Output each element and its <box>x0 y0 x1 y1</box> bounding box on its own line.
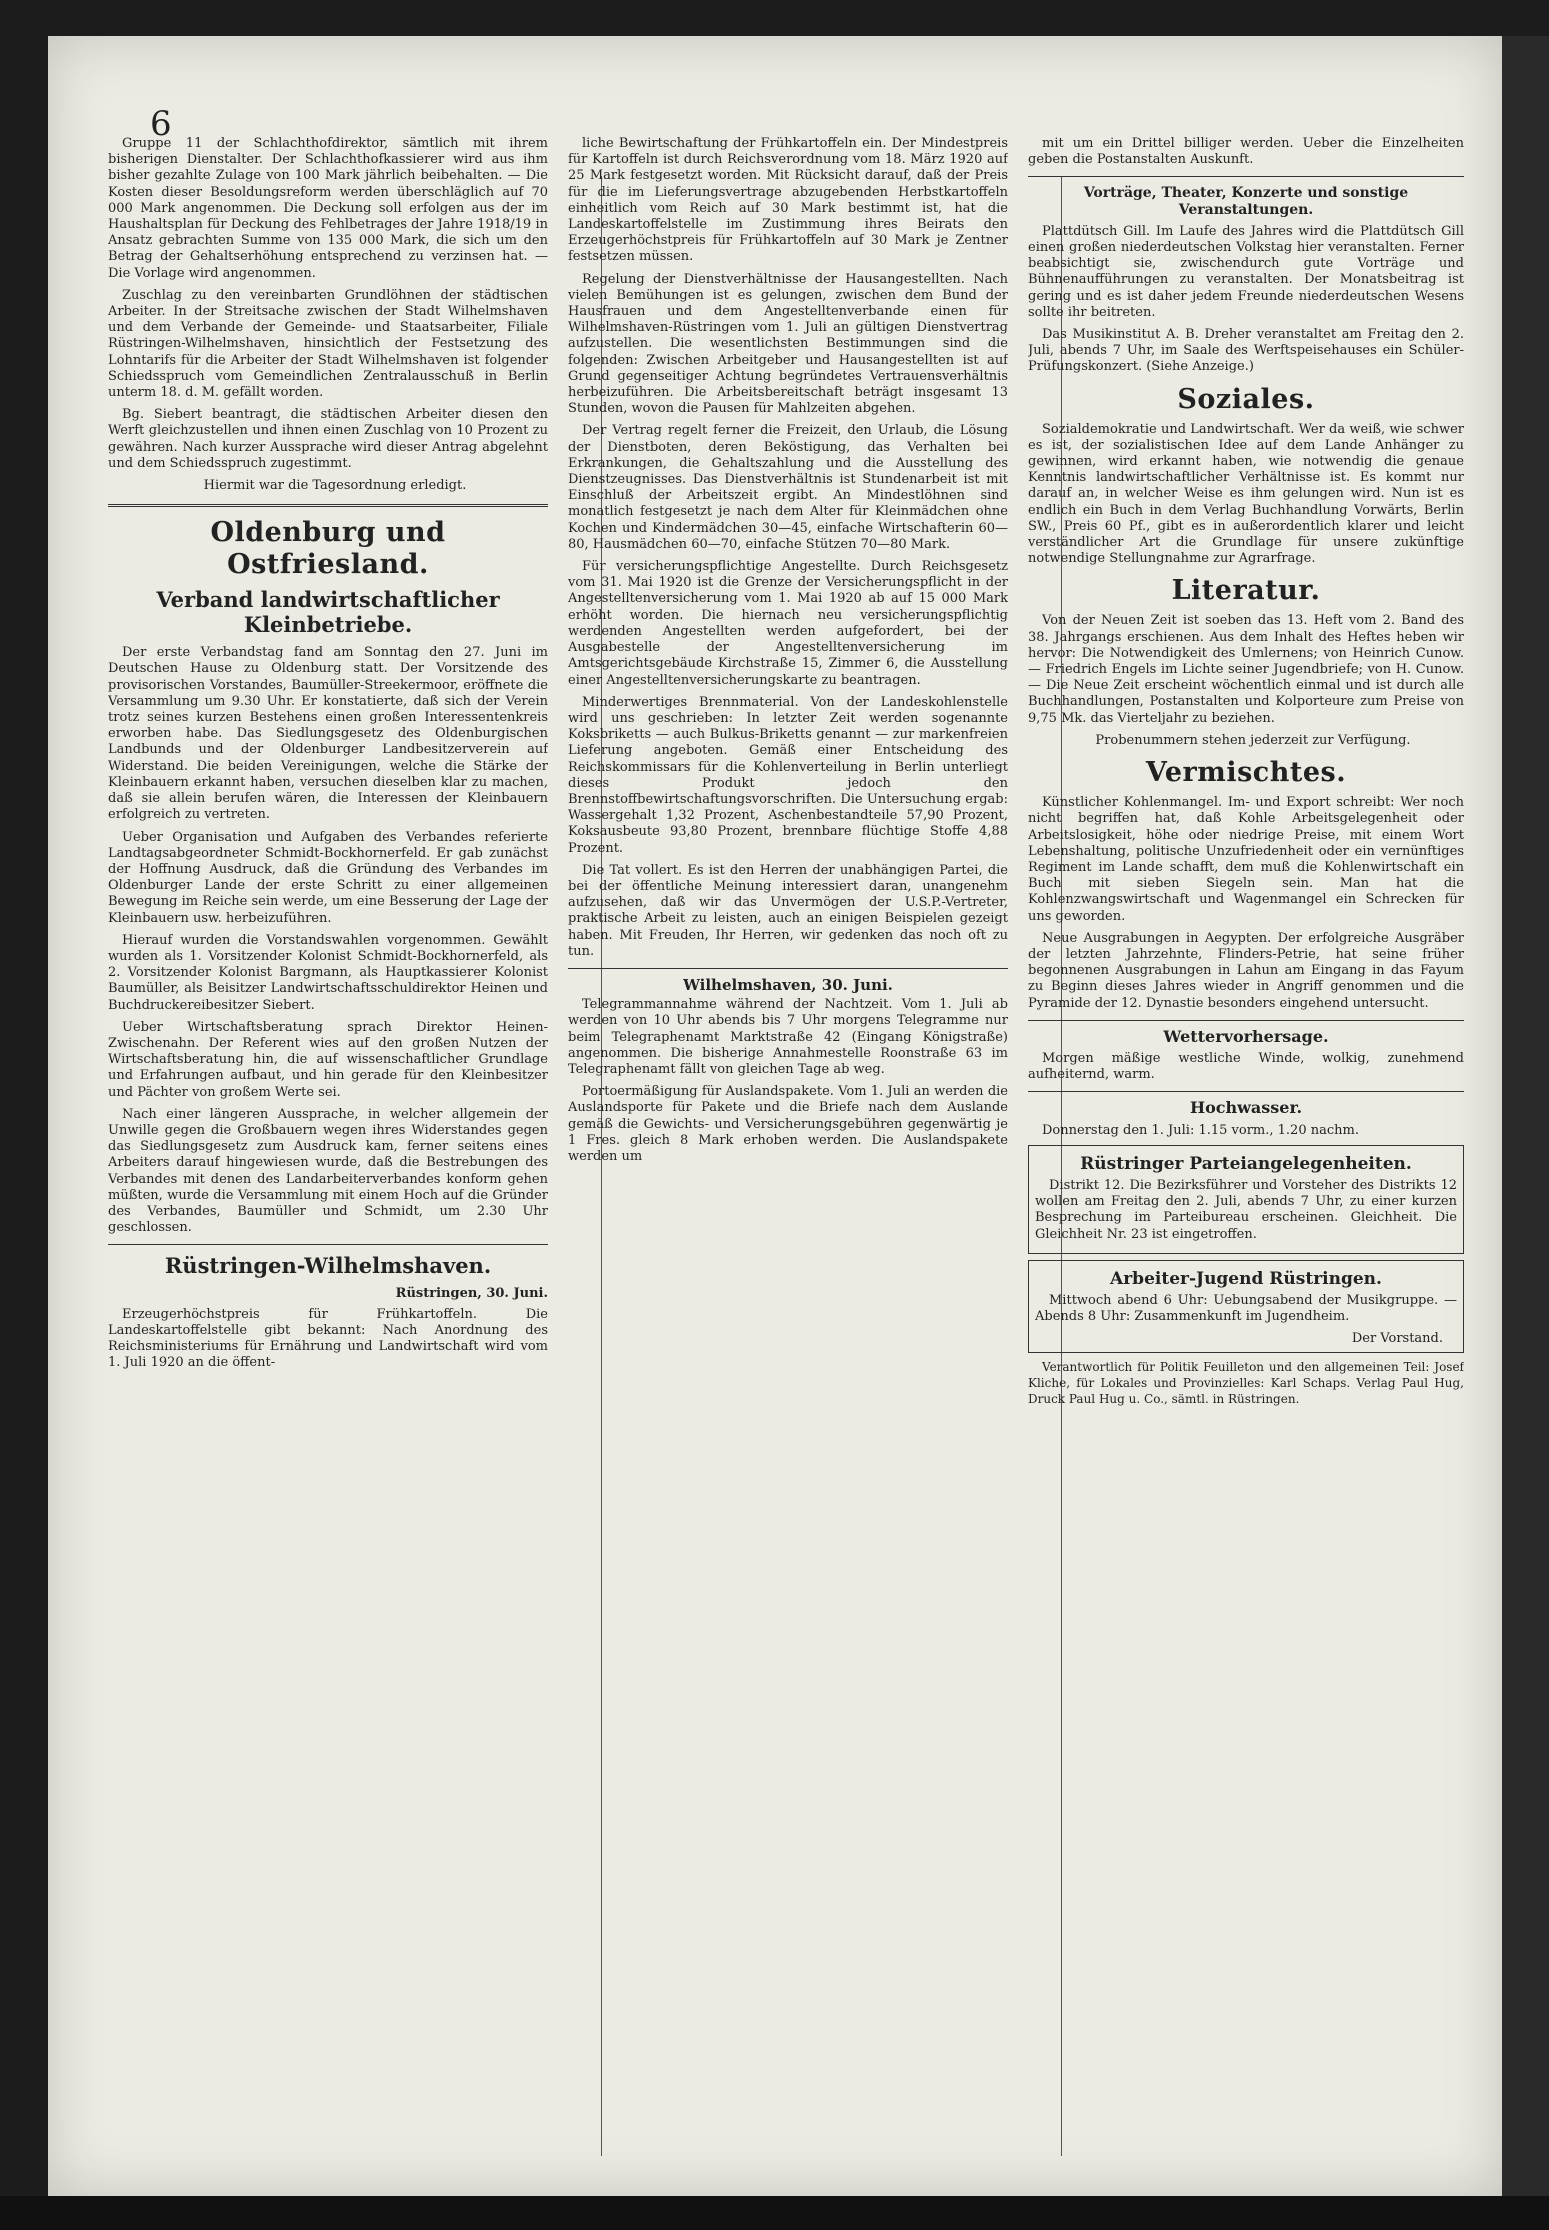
article-text: Donnerstag den 1. Juli: 1.15 vorm., 1.20 nachm. <box>1042 1122 1359 1138</box>
scan-border-right <box>1502 36 1549 2230</box>
article-text: Neue Ausgrabungen in Aegypten. Der erfolgreiche Ausgräber der letzten Jahrzehnte, Flinders-Petrie, hat seine früher begonnenen Ausgrabungen in Lahun am Eingang in das Fayum zu Beginn dieses Jahres wieder in Angriff genommen und die Pyramide der 12. Dynastie besonders eingehend untersucht. <box>1028 930 1464 1011</box>
article-text: Hierauf wurden die Vorstandswahlen vorgenommen. Gewählt wurden als 1. Vorsitzender Kolonist Schmidt-Bockhornerfeld, als 2. Vorsitzender Kolonist Bargmann, als Hauptkassierer Kolonist Baumüller, als Beisitzer Landwirtschaftsschuldirektor Heinen und Buchdruckereibesitzer Siebert. <box>108 932 548 1013</box>
article-text: Portoermäßigung für Auslandspakete. Vom 1. Juli an werden die Auslandsporte für Pakete und die Briefe nach dem Auslande gemäß die Gewichts- und Versicherungsgebühren gegenwärtig je 1 Fres. gleich 8 Mark erhoben werden. Die Auslandspakete werden um <box>568 1084 1008 1164</box>
imprint: Verantwortlich für Politik Feuilleton und den allgemeinen Teil: Josef Kliche, für Lokales und Provinzielles: Karl Schaps. Verlag Paul Hug, Druck Paul Hug u. Co., sämtl. in Rüstringen. <box>1028 1359 1464 1406</box>
article-text: Künstlicher Kohlenmangel. Im- und Export schreibt: Wer noch nicht begriffen hat, daß Kohle Arbeitsgelegenheit oder Arbeitslosigkeit, höhe oder niedrige Preise, mit einem Wort Lebenshaltung, politische Unzufriedenheit oder ein vernünftiges Regiment im Lande schafft, dem muß die Kohlenwirtschaft ein Buch mit sieben Siegeln sein. Man hat die Kohlenzwangswirtschaft und Wagenmangel ein Schrecken für uns geworden. <box>1028 795 1464 924</box>
article-text: Telegrammannahme während der Nachtzeit. Vom 1. Juli ab werden von 10 Uhr abends bis 7 Uhr morgens Telegramme nur beim Telegraphenamt Marktstraße 42 (Eingang Königstraße) angenommen. Die bisherige Annahmestelle Roonstraße 63 im Telegraphenamt fällt von gleichen Tage ab weg. <box>568 997 1008 1077</box>
divider <box>1028 176 1464 177</box>
dateline: Rüstringen, 30. Juni. <box>395 1286 548 1302</box>
column-2 <box>568 136 1008 2156</box>
article-text: Das Musikinstitut A. B. Dreher veranstaltet am Freitag den 2. Juli, abends 7 Uhr, im Saale des Werftspeisehauses ein Schüler-Prüfungskonzert. (Siehe Anzeige.) <box>1028 327 1464 375</box>
article-text: Gruppe 11 der Schlachthofdirektor, sämtlich mit ihrem bisherigen Dienstalter. Der Schlachthofkassierer wird aus ihm bisher gezahlte Zulage von 100 Mark jährlich beibehalten. — Die Kosten dieser Besoldungsreform werden überschläglich auf 70 000 Mark angenommen. Die Deckung soll erfolgen aus der im Haushaltsplan für Deckung des Fehlbetrages der Jahre 1918/19 in Ansatz gebrachten Summe von 135 000 Mark, die sich um den Betrag der Gehaltserhöhung entsprechend zu verzinsen hat. — Die Vorlage wird angenommen. <box>108 136 548 281</box>
column-1 <box>108 136 548 2156</box>
article-text: liche Bewirtschaftung der Frühkartoffeln ein. Der Mindestpreis für Kartoffeln ist durch Reichsverordnung vom 18. März 1920 auf 25 Mark festgesetzt worden. Mit Rücksicht darauf, daß der Preis für die im Lieferungsvertrage abzugebenden Herbstkartoffeln einheitlich vom Reich auf 30 Mark bestimmt ist, hat die Landeskartoffelstelle im Zustimmung ihres Beirats den Erzeugerhöchstpreis für Frühkartoffeln auf 30 Mark je Zentner festsetzen müssen. <box>568 136 1008 265</box>
article-text: Hiermit war die Tagesordnung erledigt. <box>203 478 467 494</box>
section-heading: Rüstringen-Wilhelmshaven. <box>164 1253 492 1279</box>
section-heading: Rüstringer Parteiangelegenheiten. <box>1080 1153 1412 1174</box>
divider <box>108 504 548 507</box>
article-text: Der erste Verbandstag fand am Sonntag den 27. Juni im Deutschen Hause zu Oldenburg statt. Der Vorsitzende des provisorischen Vorstandes, Baumüller-Streekermoor, eröffnete die Versammlung um 9.30 Uhr. Er konstatierte, daß sich der Verein trotz seines kurzen Bestehens einen großen Interessentenkreis erworben habe. Das Siedlungsgesetz des Oldenburgischen Landbunds und der Oldenburger Landbesitzerverein auf Widerstand. Die beiden Vereinigungen, welche die Stärke der Kleinbauern erkannt haben, versuchen dieselben klar zu machen, daß sie allein berufen wären, die Interessen der Kleinbauern erfolgreich zu vertreten. <box>108 645 548 823</box>
article-text: Probenummern stehen jederzeit zur Verfügung. <box>1095 732 1411 748</box>
divider <box>1028 1020 1464 1021</box>
article-heading: Verband landwirtschaftlicher Kleinbetriebe. <box>156 587 500 638</box>
section-heading: Literatur. <box>1171 575 1321 607</box>
article-text: Sozialdemokratie und Landwirtschaft. Wer da weiß, wie schwer es ist, der sozialistischen Idee auf dem Lande Anhänger zu gewinnen, wird erkannt haben, wie notwendig die genaue Kenntnis landwirtschaftlicher Verhältnisse ist. Es kommt nur darauf an, in welcher Weise es ihm gelungen wird. Nun ist es endlich ein Buch in dem Verlag Buchhandlung Vorwärts, Berlin SW., Preis 60 Pf., gibt es in außerordentlich klarer und leicht verständlicher Art die Grundlage für unsere zukünftige notwendige Stellungnahme zur Agrarfrage. <box>1028 421 1464 567</box>
dateline: Wilhelmshaven, 30. Juni. <box>683 975 893 994</box>
section-heading: Hochwasser. <box>1189 1098 1303 1118</box>
page-number: 6 <box>150 104 172 144</box>
article-text: Mittwoch abend 6 Uhr: Uebungsabend der Musikgruppe. — Abends 8 Uhr: Zusammenkunft im Jugendheim. <box>1035 1292 1457 1325</box>
article-text: Für versicherungspflichtige Angestellte. Durch Reichsgesetz vom 31. Mai 1920 ist die Grenze der Versicherungspflicht in der Angestelltenversicherung vom 1. Mai 1920 ab auf 15 000 Mark erhöht worden. Die hiernach neu versicherungspflichtig werdenden Angestellten werden aufgefordert, bei der Ausgabestelle der Angestelltenversicherung im Amtsgerichtsgebäude Kirchstraße 15, Zimmer 6, die Ausstellung einer Angestelltenversicherungskarte zu beantragen. <box>568 559 1008 688</box>
youth-notices-box <box>1028 1260 1464 1353</box>
article-text: Plattdütsch Gill. Im Laufe des Jahres wird die Plattdütsch Gill einen großen niederdeutschen Volkstag hier veranstalten. Ferner beabsichtigt sie, zwischendurch gute Vorträge und Bühnenaufführungen zu veranstalten. Der Monatsbeitrag ist gering und es ist daher jedem Freunde niederdeutschen Wesens sollte ihr beitreten. <box>1028 223 1464 320</box>
article-text: Erzeugerhöchstpreis für Frühkartoffeln. Die Landeskartoffelstelle gibt bekannt: Nach Anordnung des Reichsministeriums für Ernährung und Landwirtschaft wird vom 1. Juli 1920 an die öffent- <box>108 1306 548 1371</box>
article-text: Ueber Wirtschaftsberatung sprach Direktor Heinen-Zwischenahn. Der Referent wies auf den großen Nutzen der Wirtschaftsberatung hin, die auf wissenschaftlicher Grundlage und Erfahrungen aufbaut, und hin gerade für den Kleinbesitzer und Pächter von großem Werte sei. <box>108 1019 548 1100</box>
section-heading: Oldenburg und Ostfriesland. <box>210 517 446 581</box>
article-text: mit um ein Drittel billiger werden. Ueber die Einzelheiten geben die Postanstalten Auskunft. <box>1028 136 1464 168</box>
section-heading: Arbeiter-Jugend Rüstringen. <box>1110 1268 1382 1289</box>
article-text: Minderwertiges Brennmaterial. Von der Landeskohlenstelle wird uns geschrieben: In letzter Zeit werden sogenannte Koksbriketts — auch Bulkus-Briketts genannt — zur markenfreien Lieferung angeboten. Gemäß einer Entscheidung des Reichskommissars für die Kohlenverteilung in Berlin unterliegt dieses Produkt jedoch den Brennstoffbewirtschaftungsvorschriften. Die Untersuchung ergab: Wassergehalt 1,32 Prozent, Aschenbestandteile 57,90 Prozent, Koksausbeute 93,80 Prozent, brennbare flüchtige Stoffe 4,88 Prozent. <box>568 694 1008 856</box>
divider <box>568 968 1008 969</box>
article-text: Distrikt 12. Die Bezirksführer und Vorsteher des Distrikts 12 wollen am Freitag den 2. Juli, abends 7 Uhr, zu einer kurzen Besprechung im Parteibureau erscheinen. Gleichheit. Die Gleichheit Nr. 23 ist eingetroffen. <box>1035 1177 1457 1242</box>
article-text: Nach einer längeren Aussprache, in welcher allgemein der Unwille gegen die Großbauern wegen ihres Widerstandes gegen das Siedlungsgesetz zum Ausdruck kam, ferner seitens eines Arbeiters darauf hingewiesen wurde, daß die Bestrebungen des Verbandes mit denen des Landarbeiterverbandes konform gehen müßten, wurde die Versammlung mit einem Hoch auf die Gründer des Verbandes, Baumüller und Schmidt, um 2.30 Uhr geschlossen. <box>108 1106 548 1236</box>
article-text: Zuschlag zu den vereinbarten Grundlöhnen der städtischen Arbeiter. In der Streitsache zwischen der Stadt Wilhelmshaven und dem Verbande der Gemeinde- und Staatsarbeiter, Filiale Rüstringen-Wilhelmshaven, hinsichtlich der Festsetzung des Lohntarifs für die Arbeiter der Stadt Wilhelmshaven ist folgender Schiedsspruch vom Gemeindlichen Zentralausschuß in Berlin unterm 18. d. M. gefällt worden. <box>108 287 548 401</box>
article-text: Von der Neuen Zeit ist soeben das 13. Heft vom 2. Band des 38. Jahrgangs erschienen. Aus dem Inhalt des Heftes heben wir hervor: Die Notwendigkeit des Umlernens; von Heinrich Cunow. — Friedrich Engels im Lichte seiner Jugendbriefe; von H. Cunow. — Die Neue Zeit erscheint wöchentlich einmal und ist durch alle Buchhandlungen, Postanstalten und Kolporteure zum Preise von 9,75 Mk. das Vierteljahr zu beziehen. <box>1028 613 1464 726</box>
party-notices-box <box>1028 1145 1464 1254</box>
article-text: Bg. Siebert beantragt, die städtischen Arbeiter diesen den Werft gleichzustellen und ihnen einen Zuschlag von 10 Prozent zu gewähren. Nach kurzer Aussprache wird dieser Antrag abgelehnt und dem Schiedsspruch zugestimmt. <box>108 407 548 471</box>
section-heading: Soziales. <box>1177 383 1315 415</box>
scan-border-bottom <box>0 2196 1549 2230</box>
article-text: Regelung der Dienstverhältnisse der Hausangestellten. Nach vielen Bemühungen ist es gelungen, zwischen dem Bund der Hausfrauen und dem Angestelltenverbande einen für Wilhelmshaven-Rüstringen vom 1. Juli an gültigen Dienstvertrag aufzustellen. Die wesentlichsten Bestimmungen sind die folgenden: Zwischen Arbeitgeber und Hausangestellten ist auf Grund gegenseitiger Achtung begründetes Vertrauensverhältnis herbeizuführen. Die Arbeitsbereitschaft beträgt insgesamt 13 Stunden, wovon die Pausen für Mahlzeiten abgehen. <box>568 271 1008 417</box>
section-heading: Vorträge, Theater, Konzerte und sonstige Veranstaltungen. <box>1083 185 1409 218</box>
divider <box>1028 1091 1464 1092</box>
section-heading: Vermischtes. <box>1145 757 1347 789</box>
newspaper-page <box>48 36 1502 2196</box>
section-heading: Wettervorhersage. <box>1163 1026 1329 1046</box>
article-text: Ueber Organisation und Aufgaben des Verbandes referierte Landtagsabgeordneter Schmidt-Bockhornerfeld. Er gab zunächst der Hoffnung Ausdruck, daß die Gründung des Verbandes im Oldenburger Lande der erste Schritt zu einer allgemeinen Bewegung im Reiche sein werde, um eine Besserung der Lage der Kleinbauern usw. herbeizuführen. <box>108 829 548 926</box>
signature: Der Vorstand. <box>1351 1331 1443 1347</box>
article-text: Die Tat vollert. Es ist den Herren der unabhängigen Partei, die bei der öffentliche Meinung interessiert daran, unangenehm aufzusehen, daß wir das Unvermögen der U.S.P.-Vertreter, praktische Arbeit zu leisten, auch an einigen Beispielen gezeigt haben. Mit Freuden, Ihr Herren, wir gedenken das noch oft zu tun. <box>568 862 1008 959</box>
divider <box>108 1244 548 1245</box>
article-text: Morgen mäßige westliche Winde, wolkig, zunehmend aufheiternd, warm. <box>1028 1050 1464 1083</box>
article-text: Der Vertrag regelt ferner die Freizeit, den Urlaub, die Lösung der Dienstboten, deren Beköstigung, das Verhalten bei Erkrankungen, die Gehaltszahlung und die Ausstellung des Dienstzeugnisses. Das Dienstverhältnis ist Stundenarbeit ist mit Einschluß der Arbeitszeit ergibt. An Mindestlöhnen sind monatlich festgesetzt je nach dem Alter für Kleinmädchen ohne Kochen und Kindermädchen 30—45, einfache Wirtschafterin 60—80, Hausmädchen 60—70, einfache Stützen 70—80 Mark. <box>568 423 1008 552</box>
column-3 <box>1028 136 1464 2156</box>
